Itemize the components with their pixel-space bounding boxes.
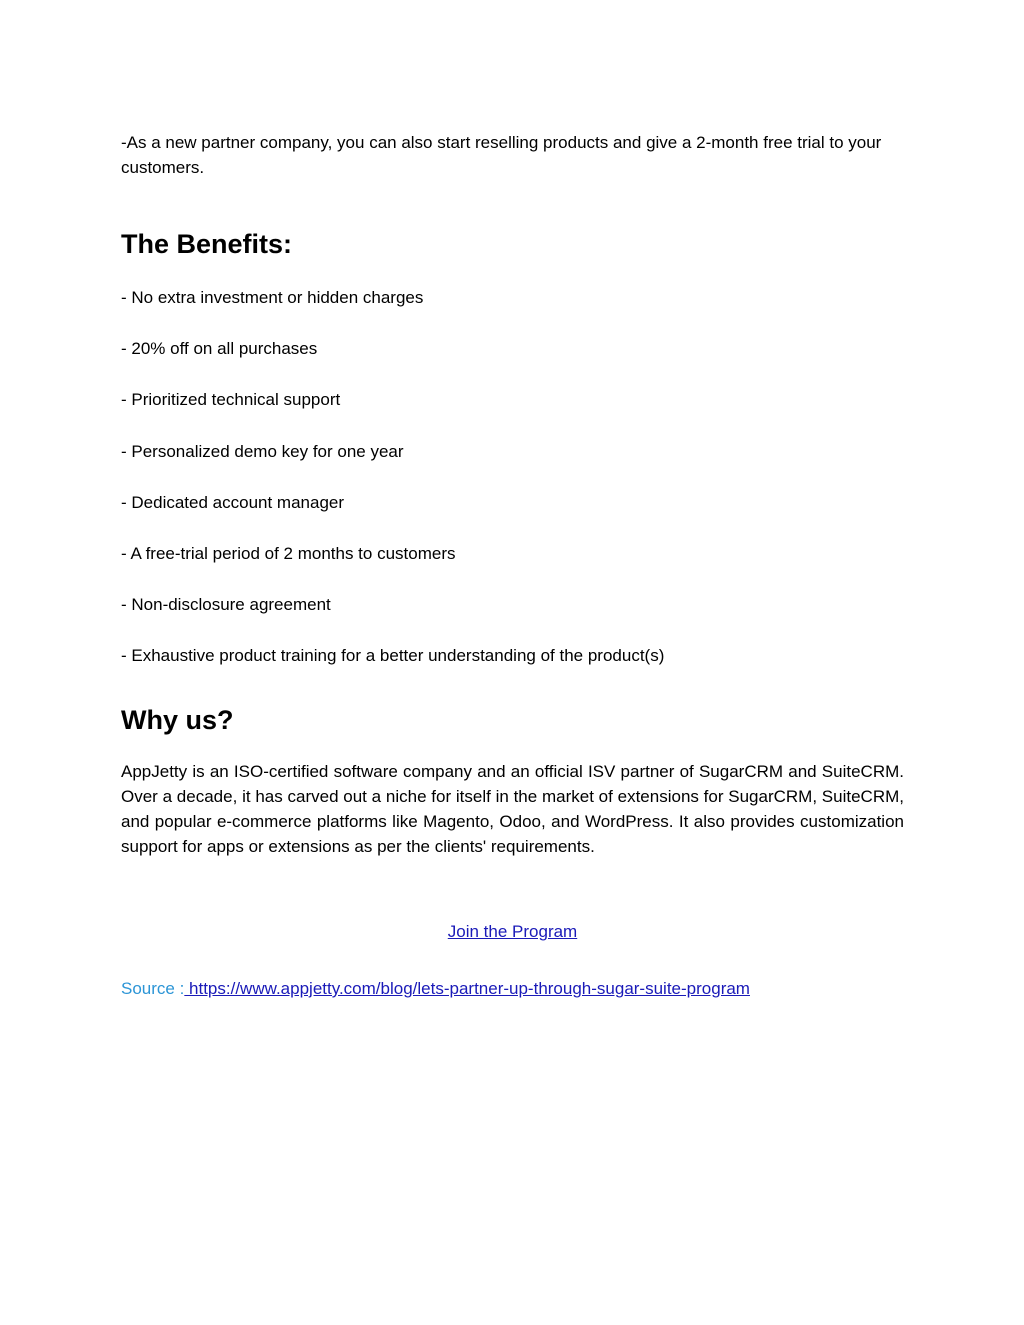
- benefit-item: - Dedicated account manager: [121, 492, 345, 512]
- benefit-item: - A free-trial period of 2 months to customers: [121, 543, 456, 563]
- benefit-item: - Exhaustive product training for a better understanding of the product(s): [121, 646, 665, 666]
- benefit-item: - Personalized demo key for one year: [121, 441, 404, 461]
- benefit-item: - Prioritized technical support: [121, 390, 341, 410]
- source-line: [121, 976, 904, 1001]
- intro-paragraph: -As a new partner company, you can also start reselling products and give a 2-month free trial to your customers.: [121, 133, 882, 177]
- benefit-item: - 20% off on all purchases: [121, 339, 318, 359]
- source-url-link[interactable]: https://www.appjetty.com/blog/lets-partner-up-through-sugar-suite-program: [184, 979, 750, 998]
- benefits-list: [121, 285, 664, 695]
- source-label: Source :: [121, 979, 185, 998]
- benefit-item: - Non-disclosure agreement: [121, 595, 331, 615]
- join-program-container: [121, 919, 904, 944]
- benefits-heading: The Benefits:: [121, 229, 293, 259]
- why-us-heading: Why us?: [121, 705, 234, 735]
- join-program-link[interactable]: Join the Program: [447, 922, 578, 941]
- why-us-paragraph: AppJetty is an ISO-certified software company and an official ISV partner of SugarCRM and SuiteCRM. Over a decade, it has carved out a niche for itself in the market of extensions for SugarCRM, SuiteCRM, and popular e-commerce platforms like Magento, Odoo, and WordPress. It also provides customization support for apps or extensions as per the clients' requirements.: [121, 762, 904, 856]
- benefit-item: - No extra investment or hidden charges: [121, 288, 424, 307]
